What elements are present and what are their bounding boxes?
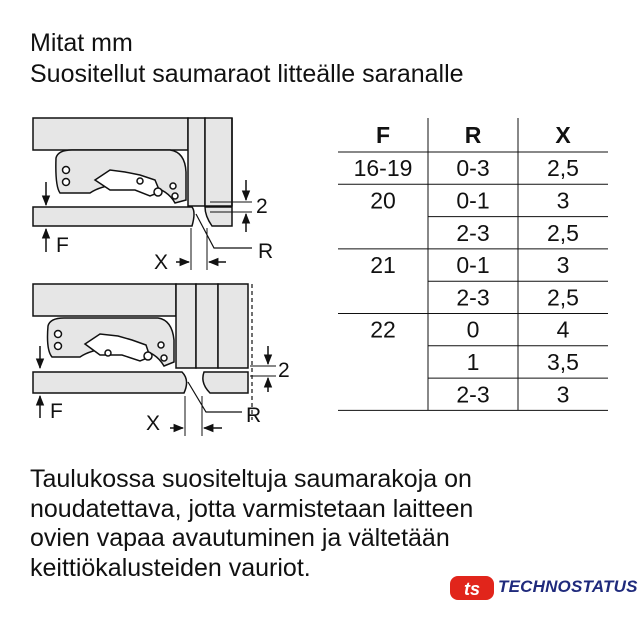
note-line: keittiökalusteiden vauriot. [30, 553, 311, 582]
table-header: X [555, 122, 571, 148]
table-cell-r: 1 [466, 348, 480, 375]
bottom-label-x: X [146, 412, 161, 435]
table-cell-x: 3 [556, 187, 570, 214]
table-header: R [464, 122, 482, 148]
table-cell-f: 20 [370, 187, 396, 214]
top-label-x: X [154, 251, 169, 274]
bottom-label-r: R [246, 404, 262, 427]
table-cell-r: 0-3 [456, 155, 490, 182]
technostatus-logo-text: TECHNOSTATUS [498, 577, 638, 596]
table-cell-x: 2,5 [547, 219, 579, 246]
table-cell-f: 21 [370, 252, 396, 279]
note-line: noudatettava, jotta varmistetaan laitteen [30, 494, 474, 523]
table-cell-x: 2,5 [547, 155, 579, 182]
table-cell-f: 16-19 [353, 155, 413, 182]
note-text [30, 465, 590, 583]
bottom-label-f: F [50, 400, 63, 423]
table-cell-r: 2-3 [456, 219, 490, 246]
table-cell-r: 0 [466, 316, 480, 343]
table-cell-r: 0-1 [456, 252, 490, 279]
table-cell-x: 3 [556, 381, 570, 408]
table-cell-x: 2,5 [547, 284, 579, 311]
page-title: Mitat mm [30, 29, 133, 57]
bottom-label-gap: 2 [278, 359, 290, 382]
svg-text:ts: ts [463, 579, 481, 599]
top-label-gap: 2 [256, 195, 268, 218]
table-cell-r: 0-1 [456, 187, 490, 214]
top-label-r: R [258, 240, 274, 263]
table-cell-x: 3,5 [547, 348, 579, 375]
table-cell-r: 2-3 [456, 284, 490, 311]
note-line: Taulukossa suositeltuja saumarakoja on [30, 465, 472, 493]
table-cell-f: 22 [370, 316, 396, 343]
table-cell-x: 3 [556, 252, 570, 279]
note-line: ovien vapaa avautuminen ja vältetään [30, 524, 450, 552]
table-cell-r: 2-3 [456, 381, 490, 408]
gap-table [338, 118, 608, 410]
page-subtitle: Suositellut saumaraot litteälle saranalle [30, 60, 464, 88]
top-label-f: F [56, 234, 69, 257]
table-header: F [375, 122, 391, 148]
table-cell-x: 4 [556, 316, 570, 343]
